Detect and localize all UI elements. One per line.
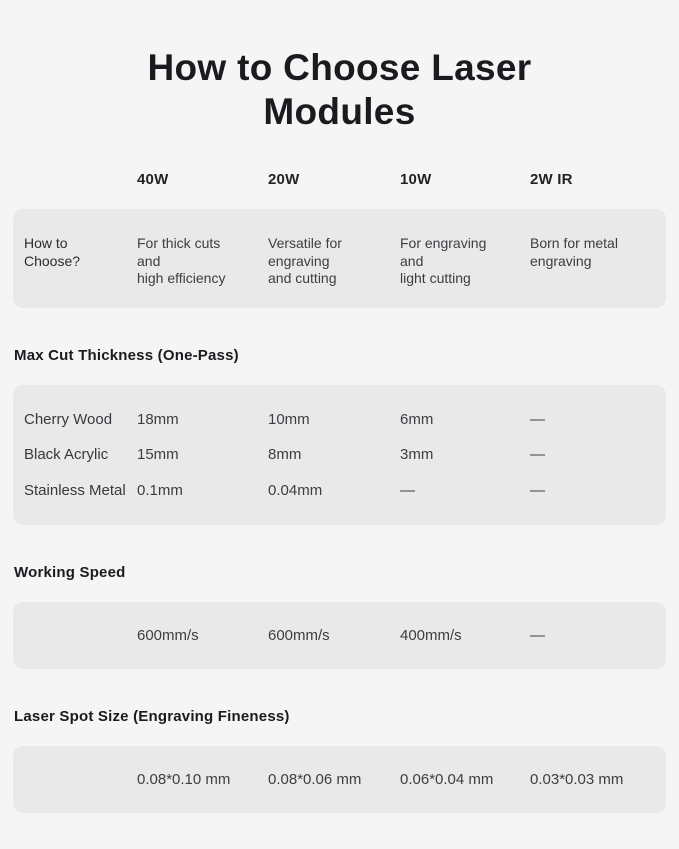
value-20w: 8mm — [268, 446, 302, 463]
page-title-line-2: Modules — [263, 91, 416, 132]
cell-line: and — [400, 252, 424, 269]
how-to-choose-cell-20w — [268, 235, 400, 288]
page-title-line-1: How to Choose Laser — [147, 47, 532, 88]
value-2wir: — — [530, 627, 545, 644]
cell-line: high efficiency — [137, 270, 226, 286]
working-speed-panel — [13, 602, 666, 669]
value-40w: 600mm/s — [137, 627, 199, 644]
value-20w: 10mm — [268, 410, 310, 428]
value-2wir: 0.03*0.03 mm — [530, 771, 624, 788]
cell-line: and cutting — [268, 270, 337, 286]
cell-line: For engraving — [400, 235, 487, 251]
value-10w: 0.06*0.04 mm — [400, 771, 494, 788]
column-header-2wir: 2W IR — [530, 171, 573, 188]
how-to-choose-panel — [13, 209, 666, 308]
cell-line: engraving — [268, 252, 330, 269]
section-title-working-speed: Working Speed — [14, 564, 126, 581]
cell-line: light cutting — [400, 270, 471, 286]
value-20w: 0.04mm — [268, 481, 323, 499]
value-20w: 600mm/s — [268, 627, 330, 644]
table-row-cherry-wood — [24, 402, 654, 438]
column-header-20w: 20W — [268, 171, 300, 188]
table-row-stainless-metal — [24, 473, 654, 509]
cell-line: and — [137, 252, 161, 269]
value-10w: 3mm — [400, 446, 434, 463]
value-40w: 15mm — [137, 446, 179, 463]
section-title-max-cut-thickness: Max Cut Thickness (One-Pass) — [14, 346, 239, 364]
value-10w: 400mm/s — [400, 627, 462, 644]
laser-spot-size-panel — [13, 746, 666, 813]
cell-line: For thick cuts — [137, 235, 221, 251]
how-to-choose-cell-2wir — [530, 235, 654, 270]
row-label-how-to-choose — [24, 235, 137, 270]
column-header-row — [13, 171, 666, 188]
how-to-choose-cell-10w — [400, 235, 530, 288]
row-label-line: How to — [24, 235, 68, 251]
value-40w: 18mm — [137, 410, 179, 428]
value-2wir: — — [530, 481, 545, 499]
table-row-black-acrylic — [24, 437, 654, 473]
cell-line: Versatile for — [268, 235, 342, 251]
row-label: Black Acrylic — [24, 446, 109, 463]
value-40w: 0.1mm — [137, 481, 183, 499]
value-10w: 6mm — [400, 410, 434, 428]
value-20w: 0.08*0.06 mm — [268, 771, 362, 788]
column-header-40w: 40W — [137, 171, 169, 188]
row-label-line: Choose? — [24, 252, 81, 269]
page-title — [0, 0, 679, 134]
value-2wir: — — [530, 446, 545, 463]
max-cut-thickness-panel — [13, 385, 666, 526]
value-2wir: — — [530, 410, 545, 428]
how-to-choose-cell-40w — [137, 235, 268, 288]
value-40w: 0.08*0.10 mm — [137, 771, 231, 788]
value-10w: — — [400, 481, 415, 499]
section-title-laser-spot-size: Laser Spot Size (Engraving Fineness) — [14, 708, 290, 725]
column-header-10w: 10W — [400, 171, 432, 188]
cell-line: engraving — [530, 252, 592, 269]
cell-line: Born for metal — [530, 235, 618, 251]
row-label: Stainless Metal — [24, 481, 126, 499]
row-label: Cherry Wood — [24, 410, 113, 428]
